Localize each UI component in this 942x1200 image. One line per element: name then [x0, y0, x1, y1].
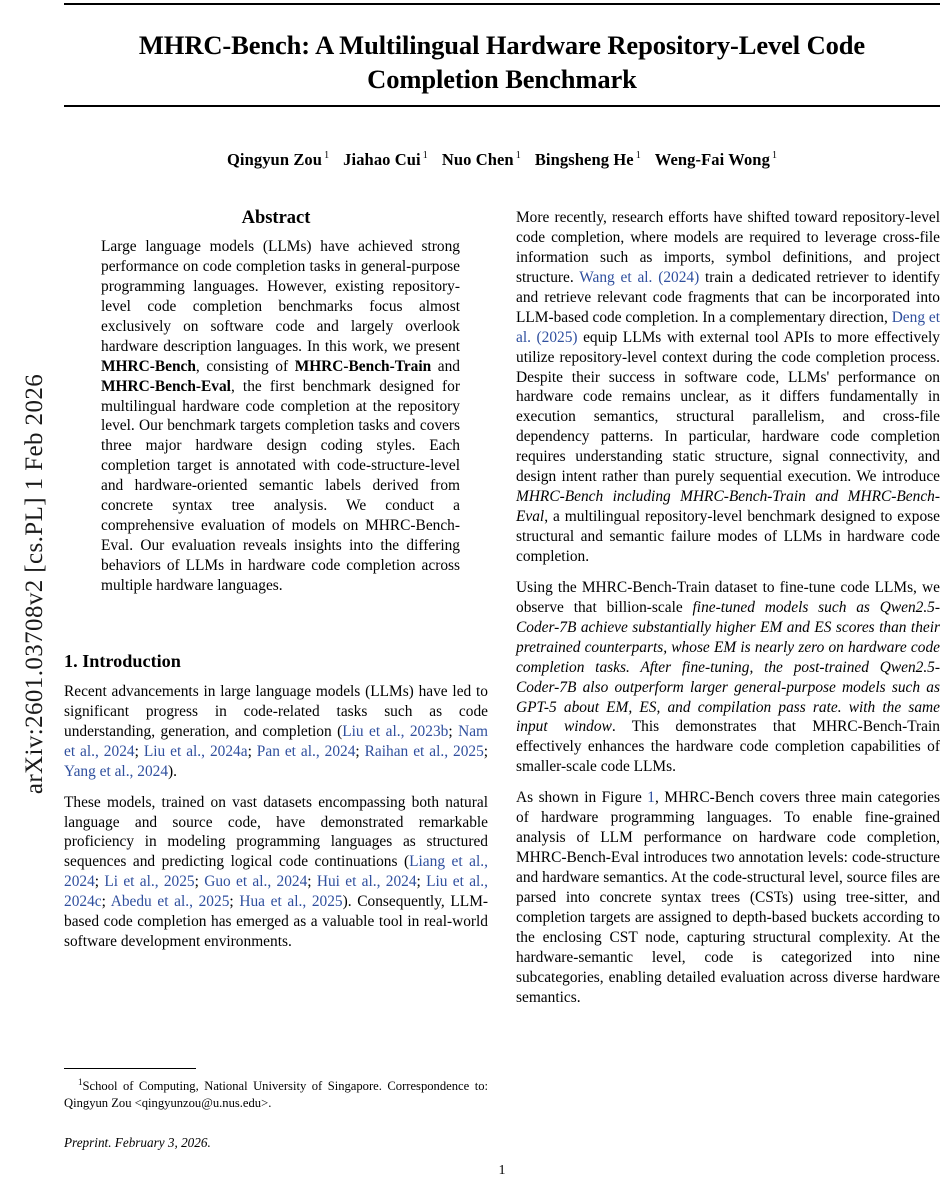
body-paragraph [516, 578, 940, 777]
text-run: ; [94, 873, 105, 891]
text-run: ). Consequently, LLM-based code completion has emerged as a valuable tool in real-world software development environments. [64, 893, 489, 951]
body-paragraph [64, 682, 488, 782]
text-run: Recent advancements in large language models (LLMs) have led to significant progress in code-related tasks such as code understanding, generation, and completion ( [64, 682, 488, 740]
header-rule-bottom [64, 105, 940, 107]
author-affiliation-mark: 1 [422, 150, 428, 162]
text-run: ; [483, 742, 489, 760]
right-column [516, 208, 940, 1019]
abstract-heading: Abstract [241, 208, 311, 228]
citation-link[interactable]: Nam et al., 2024 [64, 722, 488, 760]
emphasis-italic: MHRC-Bench including MHRC-Bench-Train and MHRC-Bench-Eval [516, 488, 940, 526]
emphasis-bold: MHRC-Bench-Train [294, 357, 432, 375]
citation-link[interactable]: Hui et al., 2024 [316, 873, 417, 891]
author-name: Bingsheng He $^1$ [534, 149, 641, 169]
author-name: Weng-Fai Wong $^1$ [654, 149, 778, 169]
author-name: Qingyun Zou $^1$ [226, 149, 330, 169]
citation-link[interactable]: Abedu et al., 2025 [110, 893, 230, 911]
text-run: , the first benchmark designed for multilingual hardware code completion at the repository level. Our benchmark targets completion tasks and covers three major hardware design coding styles. Each completion target is annotated with code-structure-level and hardware-oriented semantic labels derived from concrete syntax tree analysis. We conduct a comprehensive evaluation of models on MHRC-Bench-Eval. Our evaluation reveals insights into the differing behaviors of LLMs in hardware code completion across multiple hardware languages. [101, 377, 460, 594]
footnote-text [64, 1077, 488, 1111]
citation-link[interactable]: Li et al., 2025 [104, 873, 195, 891]
emphasis-italic: fine-tuned models such as Qwen2.5-Coder-7B achieve substantially higher EM and ES scores than their pretrained counterparts, whose EM is nearly zero on hardware code completion tasks. After fine-tuning, the post-trained Qwen2.5-Coder-7B also outperform larger general-purpose models such as GPT-5 about EM, ES, and compilation pass rate. with the same input window [516, 598, 940, 736]
arxiv-stamp-text: arXiv:2601.03708v2 [cs.PL] 1 Feb 2026 [21, 373, 48, 795]
text-run: These models, trained on vast datasets encompassing both natural language and source code, have demonstrated remarkable proficiency in modeling programming languages as structured sequences and predicting logical code continuations ( [64, 793, 488, 871]
text-run: and [431, 357, 460, 375]
body-paragraph [516, 788, 940, 1007]
text-run: ; [355, 742, 365, 760]
citation-link[interactable]: Liang et al., 2024 [64, 853, 488, 891]
text-run: train a dedicated retriever to identify and retrieve relevant code fragments that can be incorporated into LLM-based code completion. In a complementary direction, [516, 268, 940, 326]
text-run: . This demonstrates that MHRC-Bench-Train effectively enhances the hardware code completion capabilities of smaller-scale code LLMs. [516, 718, 940, 776]
citation-link[interactable]: Guo et al., 2024 [204, 873, 308, 891]
text-run: Using the MHRC-Bench-Train dataset to fine-tune code LLMs, we observe that billion-scale [516, 578, 940, 616]
right-column-paragraphs [516, 208, 940, 1008]
citation-link[interactable]: Hua et al., 2025 [239, 893, 343, 911]
citation-link[interactable]: Raihan et al., 2025 [364, 742, 484, 760]
author-name: Jiahao Cui $^1$ [343, 149, 428, 169]
footnote-body-text: School of Computing, National University of Singapore. Correspondence to: Qingyun Zou <qingyunzou@u.nus.edu>. [64, 1079, 488, 1110]
arxiv-stamp [0, 0, 56, 1200]
introduction-paragraphs [64, 682, 488, 952]
text-run: ; [229, 893, 240, 911]
author-affiliation-mark: 1 [771, 150, 778, 162]
author-list [64, 150, 940, 170]
text-run: Large language models (LLMs) have achieved strong performance on code completion tasks in general-purpose programming languages. However, existing repository-level code completion benchmarks focus almost exclusively on software code and largely overlook hardware description languages. In this work, we present [101, 238, 460, 355]
text-run: As shown in Figure [516, 789, 648, 807]
section-heading-introduction: 1. Introduction [64, 650, 181, 671]
text-run: ). [168, 762, 178, 780]
left-column [64, 208, 488, 963]
footnote-mark: 1 [78, 1077, 83, 1087]
page-number: 1 [498, 1163, 506, 1178]
abstract-paragraph [101, 237, 460, 596]
body-paragraph [516, 208, 940, 567]
body-paragraph [64, 793, 488, 953]
text-run: , a multilingual repository-level benchmark designed to expose structural and semantic failure modes of LLMs in hardware code completion. [516, 508, 940, 565]
abstract-body [101, 237, 460, 596]
preprint-line: Preprint. February 3, 2026. [64, 1135, 211, 1151]
header-rule-top [64, 3, 940, 5]
citation-link[interactable]: Pan et al., 2024 [256, 742, 356, 760]
text-run: , consisting of [195, 357, 295, 375]
citation-link[interactable]: Liu et al., 2023b [342, 722, 449, 740]
citation-link[interactable]: Liu et al., 2024c [64, 873, 489, 911]
text-run: ; [448, 722, 459, 740]
text-run: ; [247, 742, 257, 760]
text-run: ; [307, 873, 317, 891]
citation-link[interactable]: Yang et al., 2024 [64, 762, 169, 780]
text-run: ; [134, 742, 144, 760]
section-spacer [64, 596, 488, 651]
citation-link[interactable]: Liu et al., 2024a [143, 742, 248, 760]
text-run: ; [194, 873, 205, 891]
author-affiliation-mark: 1 [635, 150, 641, 162]
emphasis-bold: MHRC-Bench-Eval [101, 377, 231, 395]
author-name: Nuo Chen $^1$ [441, 149, 521, 169]
paper-content [64, 0, 940, 1200]
text-run: ; [416, 873, 427, 891]
footnote-rule [64, 1068, 196, 1069]
author-affiliation-mark: 1 [515, 150, 521, 162]
emphasis-bold: MHRC-Bench [101, 357, 196, 375]
text-run: , MHRC-Bench covers three main categories of hardware programming languages. To enable fine-grained analysis of LLM performance on hardware code completion, MHRC-Bench-Eval introduces two annotation levels: code-structure and hardware semantics. At the code-structural level, source files are parsed into concrete syntax trees (CSTs) using tree-sitter, and completion targets are assigned to depth-based buckets according to the enclosing CST node, capturing structural complexity. At the hardware-semantic level, code is categorized into nine subcategories, enabling detailed evaluation across diverse hardware semantics. [516, 789, 940, 1006]
citation-link[interactable]: Wang et al. (2024) [579, 268, 700, 286]
page-title: MHRC-Bench: A Multilingual Hardware Repository-Level Code Completion Benchmark [138, 30, 866, 94]
citation-link[interactable]: Deng et al. (2025) [516, 308, 940, 346]
author-affiliation-mark: 1 [324, 150, 330, 162]
footnote-block [64, 1068, 488, 1151]
body-columns [64, 208, 940, 1168]
text-run: equip LLMs with external tool APIs to more effectively utilize repository-level context during the code completion process. Despite their success in software code, LLMs' performance on hardware code remains unclear, as it differs fundamentally in execution semantics, structural parallelism, and cross-file dependency patterns. In particular, hardware code completion requires understanding static structure, signal connectivity, and design intent rather than purely sequential execution. We introduce [516, 328, 940, 486]
text-run: ; [101, 893, 111, 911]
citation-link[interactable]: 1 [647, 789, 655, 807]
text-run: More recently, research efforts have shifted toward repository-level code completion, where models are required to leverage cross-file information such as imports, symbol definitions, and project structure. [516, 209, 940, 286]
